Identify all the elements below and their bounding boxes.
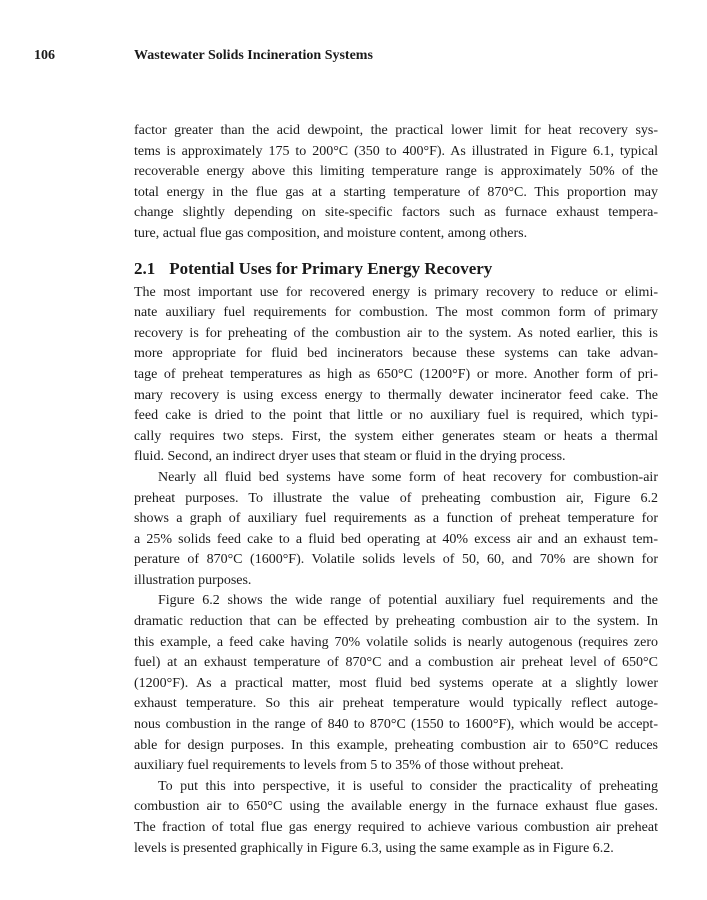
text-line: fuel) at an exhaust temperature of 870°C and a combustion air preheat level of 650°C bbox=[134, 655, 658, 671]
text-line: change slightly depending on site-specific factors such as furnace exhaust tempera- bbox=[134, 205, 658, 221]
text-line: The most important use for recovered energy is primary recovery to reduce or elimi- bbox=[134, 284, 658, 300]
text-line: dramatic reduction that can be effected by preheating combustion air to the system. In bbox=[134, 614, 658, 630]
text-line: perature of 870°C (1600°F). Volatile solids levels of 50, 60, and 70% are shown for bbox=[134, 552, 658, 568]
text-line: cally requires two steps. First, the system either generates steam or heats a thermal bbox=[134, 428, 658, 444]
text-line: a 25% solids feed cake to a fluid bed operating at 40% excess air and an exhaust tem- bbox=[134, 531, 658, 547]
section-title: Potential Uses for Primary Energy Recovery bbox=[169, 258, 493, 278]
paragraph-perspective bbox=[134, 777, 658, 859]
text-line: To put this into perspective, it is useful to consider the practicality of preheating bbox=[158, 778, 658, 794]
text-line: factor greater than the acid dewpoint, the practical lower limit for heat recovery sys- bbox=[134, 123, 658, 138]
text-line: The fraction of total flue gas energy required to achieve various combustion air preheat bbox=[134, 820, 658, 835]
text-line: nous combustion in the range of 840 to 870°C (1550 to 1600°F), which would be accept- bbox=[134, 717, 658, 733]
text-line: (1200°F). As a practical matter, most fluid bed systems operate at a slightly lower bbox=[134, 675, 658, 691]
text-line: preheat purposes. To illustrate the value of preheating combustion air, Figure 6.2 bbox=[134, 490, 658, 506]
text-line: Nearly all fluid bed systems have some form of heat recovery for combustion-air bbox=[158, 469, 658, 485]
text-line: ture, actual flue gas composition, and moisture content, among others. bbox=[134, 225, 528, 241]
paragraph-primary-recovery bbox=[134, 283, 658, 468]
text-line: auxiliary fuel requirements to levels from 5 to 35% of those without preheat. bbox=[134, 758, 564, 774]
text-line: combustion air to 650°C using the available energy in the furnace exhaust flue gases. bbox=[134, 799, 658, 815]
section-number: 2.1 bbox=[134, 258, 156, 278]
text-line: fluid. Second, an indirect dryer uses that steam or fluid in the drying process. bbox=[134, 449, 566, 465]
text-line: feed cake is dried to the point that little or no auxiliary fuel is required, which typi- bbox=[134, 408, 658, 424]
running-head: Wastewater Solids Incineration Systems bbox=[134, 48, 373, 63]
paragraph-intro bbox=[134, 121, 658, 245]
paragraph-fluid-bed bbox=[134, 468, 658, 592]
body-text bbox=[134, 121, 658, 859]
text-line: nate auxiliary fuel requirements for combustion. The most common form of primary bbox=[134, 305, 658, 321]
text-line: tems is approximately 175 to 200°C (350 to 400°F). As illustrated in Figure 6.1, typical bbox=[134, 143, 658, 159]
text-line: tage of preheat temperatures as high as 650°C (1200°F) or more. Another form of pri- bbox=[134, 366, 658, 382]
text-line: more appropriate for fluid bed incinerators because these systems can take advan- bbox=[134, 346, 658, 362]
page-number: 106 bbox=[34, 48, 55, 63]
text-line: illustration purposes. bbox=[134, 572, 252, 588]
paragraph-figure-6-2 bbox=[134, 591, 658, 776]
text-line: this example, a feed cake having 70% volatile solids is nearly autogenous (requires zero bbox=[134, 634, 658, 650]
text-line: shows a graph of auxiliary fuel requirements as a function of preheat temperature for bbox=[134, 511, 658, 527]
text-line: able for design purposes. In this example, preheating combustion air to 650°C reduces bbox=[134, 737, 658, 753]
text-line: total energy in the flue gas at a starting temperature of 870°C. This proportion may bbox=[134, 184, 658, 200]
text-line: recoverable energy above this limiting temperature range is approximately 50% of the bbox=[134, 164, 658, 180]
text-line: recovery is for preheating of the combustion air to the system. As noted earlier, this is bbox=[134, 325, 658, 341]
text-line: Figure 6.2 shows the wide range of potential auxiliary fuel requirements and the bbox=[158, 593, 658, 609]
text-line: exhaust temperature. So this air preheat temperature would typically reflect autoge- bbox=[134, 696, 658, 712]
text-line: levels is presented graphically in Figure 6.3, using the same example as in Figure 6.2. bbox=[134, 840, 614, 856]
section-heading bbox=[134, 258, 658, 280]
text-line: mary recovery is using excess energy to thermally dewater incinerator feed cake. The bbox=[134, 387, 658, 403]
